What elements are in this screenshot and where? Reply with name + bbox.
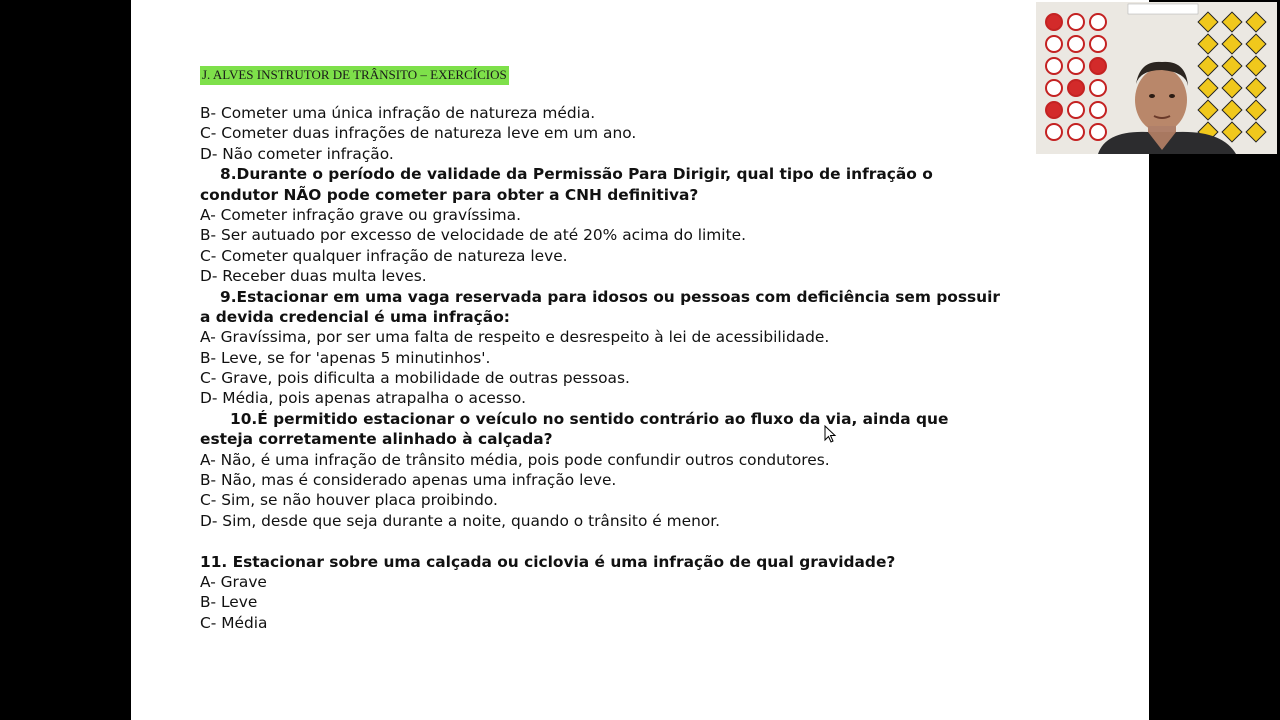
webcam-overlay	[1036, 2, 1277, 154]
answer-option: C- Grave, pois dificulta a mobilidade de outras pessoas.	[200, 369, 630, 388]
answer-option: B- Ser autuado por excesso de velocidade de até 20% acima do limite.	[200, 226, 746, 245]
traffic-sign-icon	[1090, 80, 1106, 96]
traffic-sign-icon	[1090, 102, 1106, 118]
answer-option: D- Não cometer infração.	[200, 144, 394, 163]
traffic-sign-icon	[1068, 14, 1084, 30]
traffic-sign-icon	[1068, 80, 1084, 96]
traffic-sign-icon	[1068, 36, 1084, 52]
question-line: 10.É permitido estacionar o veículo no sentido contrário ao fluxo da via, ainda que	[230, 409, 949, 428]
answer-option: A- Cometer infração grave ou gravíssima.	[200, 205, 521, 224]
traffic-sign-icon	[1068, 102, 1084, 118]
question-line: 8.Durante o período de validade da Permissão Para Dirigir, qual tipo de infração o	[220, 165, 933, 184]
answer-option: D- Sim, desde que seja durante a noite, quando o trânsito é menor.	[200, 511, 721, 530]
answer-option: C- Cometer qualquer infração de natureza leve.	[200, 246, 568, 265]
question-line: a devida credencial é uma infração:	[200, 307, 510, 326]
answer-option: D- Média, pois apenas atrapalha o acesso.	[200, 389, 526, 408]
question-line: condutor NÃO pode cometer para obter a CNH definitiva?	[200, 185, 699, 204]
answer-option: A- Grave	[200, 572, 267, 591]
answer-option: B- Leve	[200, 593, 258, 612]
answer-option: C- Cometer duas infrações de natureza leve em um ano.	[200, 124, 637, 143]
answer-option: B- Cometer uma única infração de natureza média.	[200, 104, 596, 122]
answer-option: B- Leve, se for 'apenas 5 minutinhos'.	[200, 348, 491, 367]
answer-option: A- Não, é uma infração de trânsito média, pois pode confundir outros condutores.	[200, 450, 830, 469]
traffic-sign-icon	[1090, 14, 1106, 30]
traffic-sign-icon	[1046, 36, 1062, 52]
traffic-sign-icon	[1046, 14, 1062, 30]
traffic-sign-icon	[1090, 36, 1106, 52]
traffic-sign-icon	[1090, 124, 1106, 140]
question-line: 11. Estacionar sobre uma calçada ou ciclovia é uma infração de qual gravidade?	[200, 552, 896, 571]
answer-option: A- Gravíssima, por ser uma falta de respeito e desrespeito à lei de acessibilidade.	[200, 328, 830, 347]
traffic-sign-icon	[1046, 102, 1062, 118]
traffic-sign-icon	[1090, 58, 1106, 74]
mouse-cursor-icon	[824, 425, 838, 445]
document-page	[131, 0, 1149, 720]
question-line: 9.Estacionar em uma vaga reservada para idosos ou pessoas com deficiência sem possuir	[220, 287, 1000, 306]
traffic-sign-icon	[1068, 124, 1084, 140]
traffic-sign-icon	[1046, 80, 1062, 96]
traffic-sign-icon	[1068, 58, 1084, 74]
document-content	[200, 103, 1130, 633]
document-header: J. ALVES INSTRUTOR DE TRÂNSITO – EXERCÍCIOS	[200, 66, 509, 85]
traffic-sign-icon	[1046, 124, 1062, 140]
answer-option: B- Não, mas é considerado apenas uma infração leve.	[200, 471, 617, 490]
answer-option: C- Sim, se não houver placa proibindo.	[200, 491, 498, 510]
blank-line	[200, 531, 1130, 551]
webcam-scene	[1036, 2, 1277, 154]
answer-option: D- Receber duas multa leves.	[200, 267, 427, 286]
traffic-sign-icon	[1046, 58, 1062, 74]
question-line: esteja corretamente alinhado à calçada?	[200, 430, 553, 449]
answer-option: C- Média	[200, 613, 268, 632]
